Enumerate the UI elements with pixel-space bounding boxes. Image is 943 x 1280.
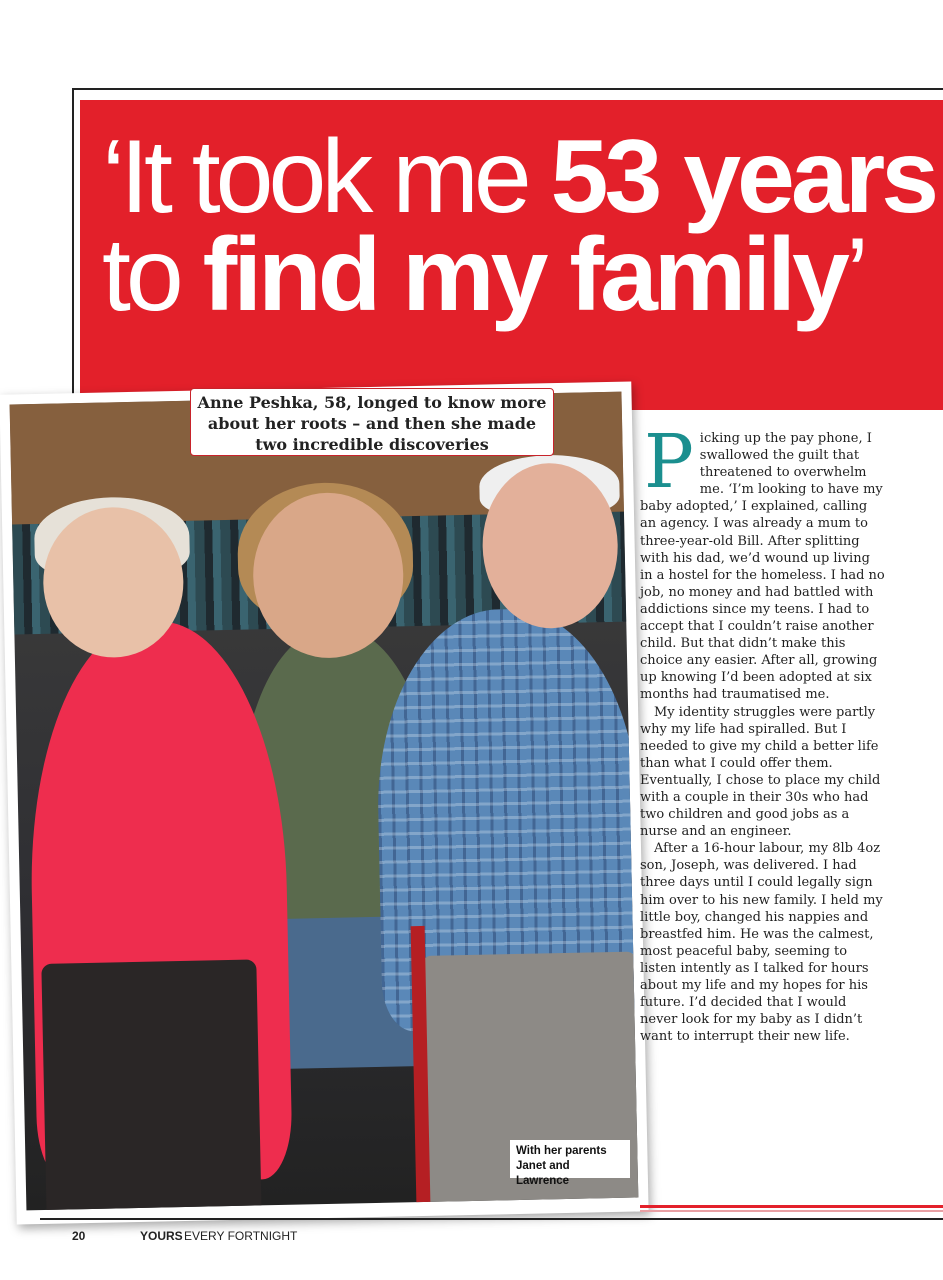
headline-line-1-bold: 53 years — [550, 119, 936, 235]
headline-line-2-end: ’ — [845, 217, 865, 333]
frame-top-rule — [72, 88, 943, 90]
photo-janet-legs — [41, 959, 261, 1210]
headline-line-2-bold: find my family — [202, 217, 846, 333]
magazine-tagline: EVERY FORTNIGHT — [184, 1229, 298, 1243]
article-paragraph-1 — [640, 419, 885, 704]
headline-line-2-light: to — [102, 217, 203, 333]
article-end-rule-red — [640, 1205, 943, 1208]
headline-band — [80, 100, 943, 410]
photo-caption-line-1: With her parents — [516, 1145, 607, 1157]
page-number: 20 — [72, 1229, 86, 1243]
page-bottom-rule — [40, 1218, 943, 1220]
drop-cap: P — [644, 419, 694, 505]
article-end-rule-pink — [640, 1210, 943, 1212]
headline-line-1-light: ‘It took me — [102, 119, 551, 235]
family-photo — [10, 392, 639, 1211]
article-paragraph-3: After a 16-hour labour, my 8lb 4oz son, Joseph, was delivered. I had three days until I could legally sign him over to his new family. I held my little boy, changed his nappies and breastfed him. He was the calmest, most peaceful baby, seeming to listen intently as I talked for hours about my life and my hopes for his future. I’d decided that I would never look for my baby as I didn’t want to interrupt their new life. — [640, 841, 883, 1045]
headline-line-2 — [102, 217, 942, 333]
magazine-brand: YOURS — [140, 1229, 183, 1243]
article-paragraph-1-text: icking up the pay phone, I swallowed the guilt that threatened to overwhelm me. ‘I’m looking to have my baby adopted,’ I explained, calling an agency. I was already a mum to three-year-old Bill. After splitting with his dad, we’d wound up living in a hostel for the homeless. I had no job, no money and had battled with addictions since my teens. I had to accept that I couldn’t raise another child. But that didn’t make this choice any easier. After all, growing up knowing I’d been adopted at six months had traumatised me. — [640, 431, 885, 703]
standfirst: Anne Peshka, 58, longed to know more about her roots – and then she made two incredible discoveries — [190, 388, 554, 456]
page-footer — [72, 1229, 298, 1243]
frame-left-rule — [72, 88, 74, 398]
article-paragraph-2: My identity struggles were partly why my life had spiralled. But I needed to give my child a better life than what I could offer them. Eventually, I chose to place my child with a couple in their 30s who had two children and good jobs as a nurse and an engineer. — [640, 704, 881, 840]
photo-caption — [510, 1140, 630, 1187]
headline-line-1 — [102, 119, 942, 235]
headline — [102, 119, 942, 333]
photo-card — [0, 381, 649, 1224]
photo-caption-line-2: Janet and Lawrence — [516, 1160, 570, 1187]
article-body — [640, 419, 885, 1045]
